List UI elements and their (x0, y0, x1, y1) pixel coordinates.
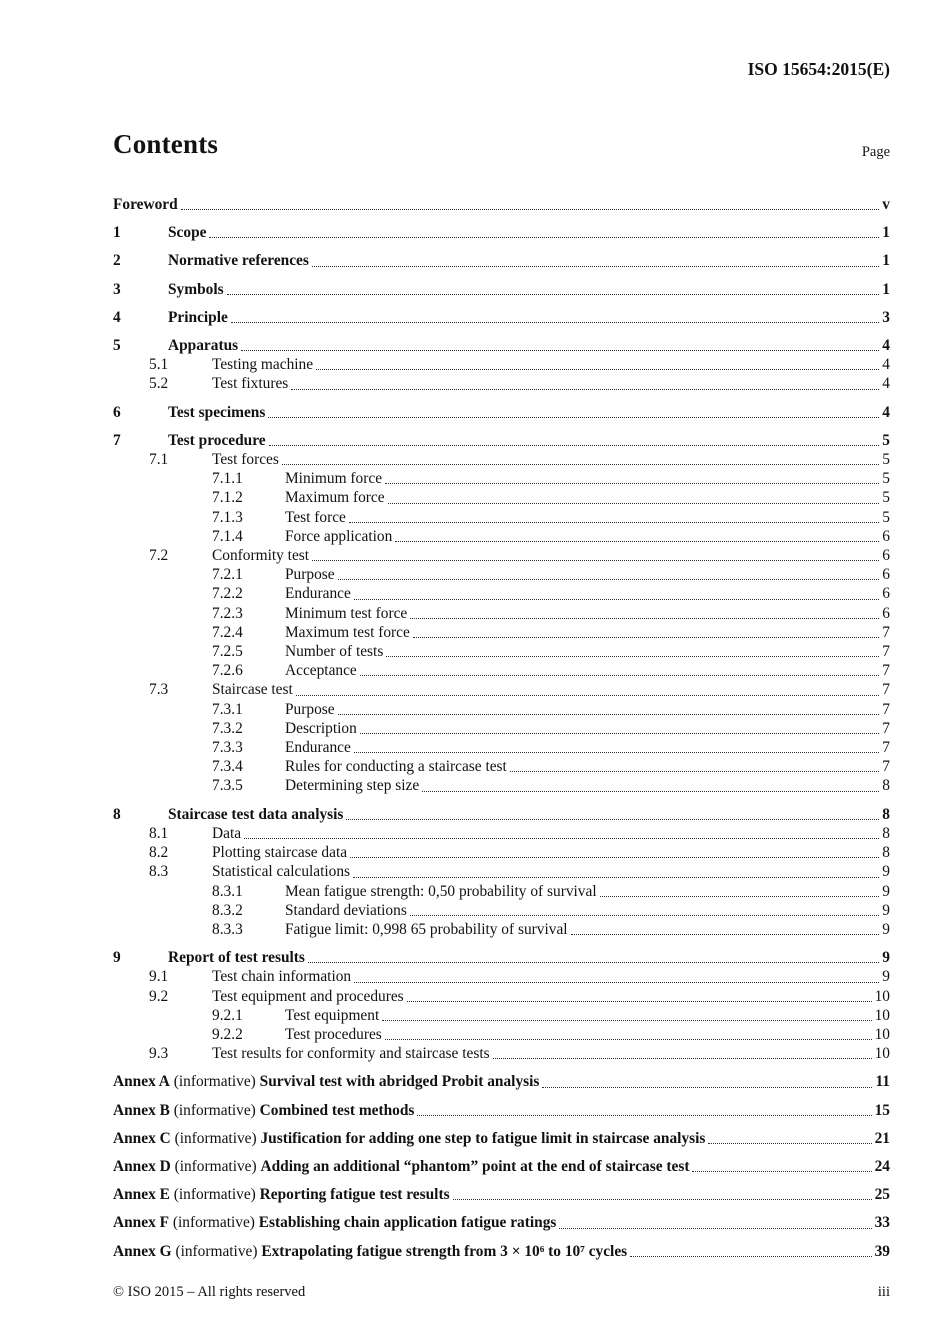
annex-qualifier: (informative) (174, 1129, 261, 1147)
toc-entry-label: Fatigue limit: 0,998 65 probability of survival (285, 920, 568, 938)
toc-entry-page: 8 (882, 844, 890, 862)
toc-entry-label: Staircase test data analysis (168, 805, 344, 823)
toc-entry-page: 10 (874, 1045, 890, 1063)
toc-entry-number: 5 (113, 337, 121, 355)
dot-leader (346, 818, 879, 820)
toc-entry-page: 8 (882, 777, 890, 795)
annex-qualifier: (informative) (173, 1186, 260, 1204)
toc-entry[interactable] (113, 862, 890, 881)
toc-entry-page: 7 (882, 719, 890, 737)
toc-entry[interactable] (113, 1242, 890, 1261)
toc-entry[interactable] (113, 882, 890, 901)
copyright-notice: © ISO 2015 – All rights reserved (113, 1284, 306, 1300)
toc-entry-label: Apparatus (168, 337, 239, 355)
toc-entry-number: 5.1 (149, 356, 169, 374)
toc-entry[interactable] (113, 1213, 890, 1232)
toc-entry-label (113, 1157, 689, 1176)
toc-entry[interactable] (113, 604, 890, 623)
dot-leader (338, 713, 880, 715)
toc-entry[interactable] (113, 508, 890, 527)
dot-leader (181, 208, 880, 210)
toc-entry-label: Normative references (168, 252, 309, 270)
toc-entry-page: 7 (882, 739, 890, 757)
toc-entry-number: 2 (113, 252, 121, 270)
toc-entry-label (113, 1185, 450, 1204)
toc-entry[interactable] (113, 805, 890, 824)
page-column-label: Page (861, 144, 890, 160)
dot-leader (510, 770, 879, 772)
dot-leader (349, 521, 879, 523)
dot-leader (312, 265, 879, 267)
toc-entry-number: 5.2 (149, 375, 169, 393)
toc-entry[interactable] (113, 1129, 890, 1148)
toc-entry-number: 9.2 (149, 987, 169, 1005)
toc-entry-page: 6 (882, 566, 890, 584)
toc-entry-page: 9 (882, 949, 890, 967)
toc-entry[interactable] (113, 1185, 890, 1204)
toc-entry-page: v (882, 196, 890, 213)
toc-entry[interactable] (113, 920, 890, 939)
toc-entry[interactable] (113, 642, 890, 661)
toc-entry-number: 9.3 (149, 1045, 169, 1063)
toc-entry[interactable] (113, 546, 890, 565)
annex-qualifier: (informative) (173, 1073, 260, 1091)
dot-leader (268, 416, 879, 418)
toc-entry[interactable] (113, 450, 890, 469)
toc-entry[interactable] (113, 901, 890, 920)
toc-entry-label: Test forces (212, 451, 279, 469)
toc-entry-label: Foreword (113, 196, 178, 213)
contents-header (113, 126, 890, 162)
toc-entry-number: 3 (113, 280, 121, 298)
toc-entry-label: Scope (168, 224, 207, 242)
annex-letter: Annex D (113, 1157, 175, 1175)
toc-entry-page: 7 (882, 700, 890, 718)
toc-entry-label: Purpose (285, 566, 335, 584)
toc-entry-page: 10 (874, 987, 890, 1005)
toc-entry-page: 4 (882, 337, 890, 355)
toc-entry[interactable] (113, 527, 890, 546)
toc-entry-page: 39 (874, 1242, 890, 1260)
toc-entry-number: 9 (113, 949, 121, 967)
toc-entry-label: Test fixtures (212, 375, 289, 393)
toc-entry-label: Test chain information (212, 968, 352, 986)
table-of-contents (113, 186, 890, 1261)
toc-entry-number: 7.3.1 (212, 700, 243, 718)
annex-qualifier: (informative) (175, 1242, 262, 1260)
toc-entry-label: Data (212, 824, 242, 842)
document-reference: ISO 15654:2015(E) (747, 59, 890, 79)
toc-entry-label: Minimum force (285, 470, 383, 488)
toc-entry[interactable] (113, 488, 890, 507)
toc-entry-label: Determining step size (285, 777, 420, 795)
toc-entry-page: 9 (882, 901, 890, 919)
toc-entry-number: 7.1 (149, 451, 169, 469)
dot-leader (385, 1038, 872, 1040)
toc-entry[interactable] (113, 757, 890, 776)
contents-title: Contents (113, 129, 219, 159)
dot-leader (360, 674, 880, 676)
toc-entry-label: Principle (168, 308, 228, 326)
toc-entry-page: 9 (882, 968, 890, 986)
toc-entry-number: 7.2.6 (212, 662, 243, 680)
dot-leader (360, 732, 879, 734)
toc-entry[interactable] (113, 623, 890, 642)
toc-entry-label: Force application (285, 527, 393, 545)
toc-entry[interactable] (113, 680, 890, 699)
dot-leader (316, 368, 879, 370)
annex-title: Justification for adding one step to fatigue limit in staircase analysis (260, 1129, 706, 1147)
toc-entry-number: 7.2.5 (212, 643, 243, 661)
toc-entry-label: Standard deviations (285, 901, 407, 919)
toc-entry[interactable] (113, 1044, 890, 1063)
dot-leader (231, 321, 879, 323)
dot-leader (395, 540, 879, 542)
toc-entry-label (113, 1213, 556, 1232)
toc-entry-label: Test force (285, 508, 346, 526)
toc-entry-page: 9 (882, 863, 890, 881)
folio-page-number: iii (877, 1284, 890, 1300)
toc-entry-number: 9.1 (149, 968, 169, 986)
dot-leader (282, 463, 879, 465)
toc-entry-label: Minimum test force (285, 604, 408, 622)
toc-entry-number: 7.1.3 (212, 508, 243, 526)
toc-entry-label: Purpose (285, 700, 335, 718)
dot-leader (410, 617, 879, 619)
toc-entry[interactable] (113, 374, 890, 393)
toc-entry[interactable] (113, 700, 890, 719)
toc-entry-number: 8.3.1 (212, 882, 243, 900)
dot-leader (308, 961, 879, 963)
annex-title: Combined test methods (259, 1101, 415, 1119)
dot-leader (410, 914, 879, 916)
dot-leader (353, 876, 879, 878)
toc-entry-number: 7.3.5 (212, 777, 243, 795)
dot-leader (312, 559, 879, 561)
dot-leader (241, 349, 879, 351)
toc-entry-page: 6 (882, 547, 890, 565)
toc-entry-label: Report of test results (168, 949, 305, 967)
toc-entry-page: 33 (874, 1214, 890, 1232)
annex-letter: Annex E (113, 1186, 174, 1204)
toc-entry-page: 1 (882, 252, 890, 270)
page-footer (113, 1283, 890, 1302)
toc-entry-number: 8.2 (149, 844, 169, 862)
toc-entry-page: 5 (882, 489, 890, 507)
toc-entry-page: 5 (882, 508, 890, 526)
toc-entry-label (113, 1101, 414, 1120)
toc-entry-label: Test equipment and procedures (212, 987, 404, 1005)
toc-entry-label: Mean fatigue strength: 0,50 probability of survival (285, 882, 597, 900)
dot-leader (559, 1227, 871, 1229)
toc-entry[interactable] (113, 355, 890, 374)
dot-leader (385, 482, 879, 484)
dot-leader (417, 1114, 871, 1116)
toc-entry[interactable] (113, 1157, 890, 1176)
toc-entry[interactable] (113, 403, 890, 422)
toc-entry[interactable] (113, 308, 890, 327)
dot-leader (493, 1057, 872, 1059)
toc-entry-page: 5 (882, 431, 890, 449)
toc-entry-label: Endurance (285, 739, 351, 757)
toc-entry-label: Test results for conformity and staircase tests (212, 1045, 490, 1063)
dot-leader (227, 293, 880, 295)
toc-entry-label: Test specimens (168, 403, 266, 421)
toc-entry[interactable] (113, 280, 890, 299)
toc-entry-number: 7.3.3 (212, 739, 243, 757)
toc-entry-page: 3 (882, 308, 890, 326)
toc-entry[interactable] (113, 967, 890, 986)
page-header (113, 58, 890, 80)
dot-leader (354, 598, 879, 600)
annex-qualifier: (informative) (172, 1214, 259, 1232)
toc-entry-number: 7.3.4 (212, 758, 243, 776)
toc-entry-page: 8 (882, 824, 890, 842)
toc-entry[interactable] (113, 948, 890, 967)
toc-entry[interactable] (113, 431, 890, 450)
toc-entry[interactable] (113, 1072, 890, 1091)
toc-entry-label (113, 1242, 627, 1261)
toc-entry-page: 7 (882, 662, 890, 680)
toc-entry-page: 4 (882, 375, 890, 393)
toc-entry[interactable] (113, 843, 890, 862)
annex-qualifier: (informative) (174, 1157, 261, 1175)
toc-entry-label: Maximum force (285, 489, 385, 507)
toc-entry-number: 9.2.2 (212, 1025, 243, 1043)
toc-entry-number: 8.1 (149, 824, 169, 842)
toc-entry-number: 7.3.2 (212, 719, 243, 737)
dot-leader (422, 790, 879, 792)
toc-entry-number: 7.2 (149, 547, 169, 565)
toc-entry-number: 7.2.1 (212, 566, 243, 584)
dot-leader (291, 388, 879, 390)
toc-entry-page: 1 (882, 280, 890, 298)
toc-entry-page: 9 (882, 920, 890, 938)
toc-entry-page: 6 (882, 604, 890, 622)
toc-entry-label: Test procedure (168, 431, 266, 449)
dot-leader (296, 694, 880, 696)
toc-entry[interactable] (113, 223, 890, 242)
dot-leader (338, 578, 880, 580)
toc-entry-label: Endurance (285, 585, 351, 603)
toc-entry-number: 7.2.3 (212, 604, 243, 622)
toc-entry-number: 4 (113, 308, 121, 326)
toc-entry[interactable] (113, 195, 890, 214)
toc-entry-label: Staircase test (212, 681, 293, 699)
toc-entry-number: 7.1.1 (212, 470, 243, 488)
dot-leader (692, 1170, 871, 1172)
toc-entry-number: 7.3 (149, 681, 169, 699)
toc-entry[interactable] (113, 719, 890, 738)
annex-letter: Annex A (113, 1073, 174, 1091)
toc-entry[interactable] (113, 584, 890, 603)
toc-entry-page: 4 (882, 356, 890, 374)
toc-entry-page: 10 (874, 1006, 890, 1024)
dot-leader (708, 1142, 871, 1144)
toc-entry-label: Maximum test force (285, 623, 410, 641)
dot-leader (407, 1000, 872, 1002)
toc-entry-label: Testing machine (212, 356, 314, 374)
toc-entry-number: 9.2.1 (212, 1006, 243, 1024)
toc-entry[interactable] (113, 336, 890, 355)
dot-leader (350, 856, 879, 858)
toc-entry-page: 21 (874, 1129, 890, 1147)
toc-entry-page: 9 (882, 882, 890, 900)
toc-entry[interactable] (113, 661, 890, 680)
toc-entry-number: 7.2.4 (212, 623, 243, 641)
toc-entry[interactable] (113, 1025, 890, 1044)
toc-entry-page: 6 (882, 585, 890, 603)
toc-entry[interactable] (113, 1006, 890, 1025)
toc-entry-label: Test procedures (285, 1025, 382, 1043)
toc-entry-number: 6 (113, 403, 121, 421)
toc-entry-page: 1 (882, 224, 890, 242)
toc-entry-page: 4 (882, 403, 890, 421)
toc-entry-page: 25 (874, 1186, 890, 1204)
toc-entry-number: 8.3.3 (212, 920, 243, 938)
annex-qualifier: (informative) (173, 1101, 260, 1119)
toc-entry-label: Plotting staircase data (212, 844, 348, 862)
toc-entry-page: 15 (874, 1101, 890, 1119)
dot-leader (354, 751, 879, 753)
toc-entry-number: 1 (113, 224, 121, 242)
toc-entry-page: 7 (882, 643, 890, 661)
toc-entry-number: 8 (113, 805, 121, 823)
toc-entry-number: 7.2.2 (212, 585, 243, 603)
toc-entry-page: 5 (882, 470, 890, 488)
toc-entry[interactable] (113, 469, 890, 488)
annex-title: Adding an additional “phantom” point at the end of staircase test (260, 1157, 690, 1175)
annex-title: Extrapolating fatigue strength from 3 × 10⁶ to 10⁷ cycles (261, 1242, 628, 1260)
toc-entry-page: 24 (874, 1157, 890, 1175)
toc-entry-label: Rules for conducting a staircase test (285, 758, 507, 776)
toc-entry-page: 8 (882, 805, 890, 823)
toc-entry[interactable] (113, 987, 890, 1006)
toc-entry-page: 7 (882, 758, 890, 776)
toc-entry-page: 7 (882, 623, 890, 641)
dot-leader (413, 636, 879, 638)
toc-entry-label (113, 1072, 539, 1091)
toc-entry-page: 6 (882, 527, 890, 545)
toc-entry-label: Symbols (168, 280, 224, 298)
dot-leader (542, 1086, 872, 1088)
annex-letter: Annex B (113, 1101, 174, 1119)
toc-entry-page: 5 (882, 451, 890, 469)
annex-letter: Annex G (113, 1242, 176, 1260)
toc-entry[interactable] (113, 251, 890, 270)
toc-entry[interactable] (113, 1101, 890, 1120)
dot-leader (244, 837, 879, 839)
annex-title: Survival test with abridged Probit analysis (259, 1073, 540, 1091)
toc-entry-label: Conformity test (212, 547, 310, 565)
annex-title: Establishing chain application fatigue ratings (258, 1214, 557, 1232)
dot-leader (453, 1198, 872, 1200)
toc-entry-number: 7.1.4 (212, 527, 243, 545)
annex-letter: Annex C (113, 1129, 175, 1147)
toc-entry-number: 7 (113, 431, 121, 449)
toc-entry-page: 10 (874, 1025, 890, 1043)
dot-leader (630, 1255, 871, 1257)
toc-entry-number: 7.1.2 (212, 489, 243, 507)
toc-entry-number: 8.3.2 (212, 901, 243, 919)
dot-leader (388, 502, 880, 504)
toc-entry[interactable] (113, 738, 890, 757)
toc-entry-label: Statistical calculations (212, 863, 351, 881)
toc-entry-label: Test equipment (285, 1006, 380, 1024)
dot-leader (382, 1019, 871, 1021)
dot-leader (600, 895, 880, 897)
dot-leader (386, 655, 879, 657)
toc-entry-page: 11 (875, 1073, 890, 1091)
toc-entry[interactable] (113, 824, 890, 843)
dot-leader (209, 236, 879, 238)
toc-entry-label: Description (285, 719, 357, 737)
dot-leader (269, 444, 880, 446)
dot-leader (571, 933, 880, 935)
toc-entry-label: Acceptance (285, 662, 357, 680)
toc-entry-label (113, 1129, 705, 1148)
toc-entry-number: 8.3 (149, 863, 169, 881)
toc-entry-page: 7 (882, 681, 890, 699)
dot-leader (354, 981, 879, 983)
annex-title: Reporting fatigue test results (259, 1186, 450, 1204)
annex-letter: Annex F (113, 1214, 173, 1232)
toc-entry[interactable] (113, 776, 890, 795)
toc-entry[interactable] (113, 565, 890, 584)
toc-entry-label: Number of tests (285, 643, 384, 661)
